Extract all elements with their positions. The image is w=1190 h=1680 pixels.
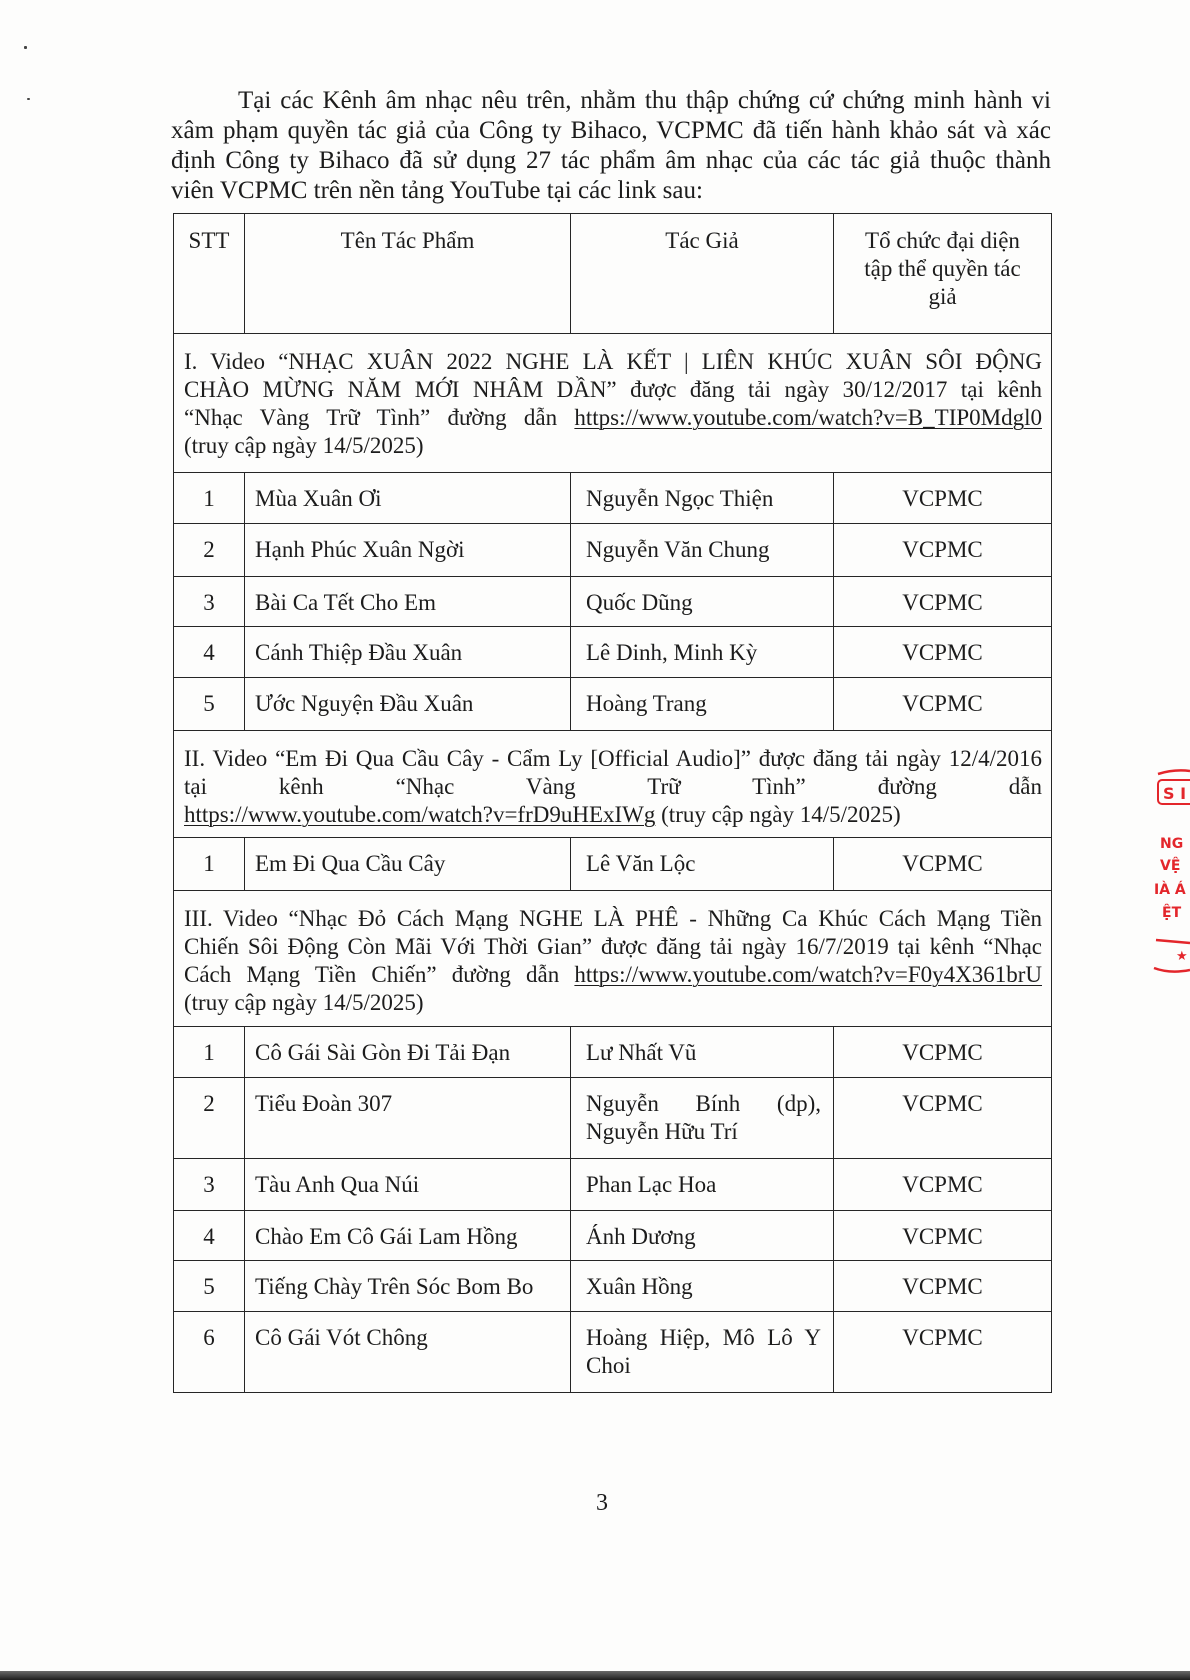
table-row bbox=[174, 1261, 1052, 1312]
section-heading-line: I. Video “NHẠC XUÂN 2022 NGHE LÀ KẾT | LIÊN KHÚC XUÂN SÔI ĐỘNG bbox=[184, 349, 1042, 374]
table-row bbox=[174, 627, 1052, 678]
org-cell: VCPMC bbox=[834, 1159, 1052, 1211]
section-heading-row bbox=[174, 891, 1052, 1027]
intro-line: xâm phạm quyền tác giả của Công ty Bihaco, VCPMC đã tiến hành khảo sát và xác bbox=[171, 117, 1051, 144]
org-cell: VCPMC bbox=[834, 577, 1052, 627]
section-heading-3 bbox=[174, 891, 1052, 1027]
stt-cell: 1 bbox=[174, 838, 245, 891]
org-cell: VCPMC bbox=[834, 473, 1052, 524]
title-cell: Bài Ca Tết Cho Em bbox=[245, 577, 571, 627]
table-row bbox=[174, 577, 1052, 627]
org-cell: VCPMC bbox=[834, 1261, 1052, 1312]
table-row bbox=[174, 1312, 1052, 1393]
org-cell: VCPMC bbox=[834, 678, 1052, 731]
author-cell: Phan Lạc Hoa bbox=[571, 1159, 834, 1211]
header-org: Tổ chức đại diện tập thể quyền tác giả bbox=[834, 214, 1052, 334]
stamp-ring-bottom bbox=[1154, 968, 1190, 972]
intro-line: viên VCPMC trên nền tảng YouTube tại các link sau: bbox=[171, 177, 703, 204]
section-heading-line bbox=[184, 404, 1042, 432]
header-title: Tên Tác Phẩm bbox=[245, 214, 571, 334]
stt-cell: 1 bbox=[174, 473, 245, 524]
org-cell: VCPMC bbox=[834, 1312, 1052, 1393]
section-heading-1 bbox=[174, 334, 1052, 473]
title-cell: Cô Gái Vót Chông bbox=[245, 1312, 571, 1393]
author-cell: Lư Nhất Vũ bbox=[571, 1027, 834, 1078]
stamp-text: IÀ Á bbox=[1154, 882, 1186, 898]
stt-cell: 4 bbox=[174, 627, 245, 678]
title-cell: Cánh Thiệp Đầu Xuân bbox=[245, 627, 571, 678]
scan-speck bbox=[27, 98, 30, 100]
org-cell: VCPMC bbox=[834, 1211, 1052, 1261]
table-row bbox=[174, 838, 1052, 891]
table-row bbox=[174, 473, 1052, 524]
table-row bbox=[174, 1211, 1052, 1261]
title-cell: Mùa Xuân Ơi bbox=[245, 473, 571, 524]
title-cell: Tàu Anh Qua Núi bbox=[245, 1159, 571, 1211]
section-heading-text: (truy cập ngày 14/5/2025) bbox=[655, 802, 901, 827]
section-heading-text: “Nhạc Vàng Trữ Tình” đường dẫn bbox=[184, 405, 575, 430]
works-table bbox=[173, 213, 1052, 1393]
section-heading-2 bbox=[174, 731, 1052, 838]
org-cell: VCPMC bbox=[834, 1078, 1052, 1159]
table-row bbox=[174, 1159, 1052, 1211]
author-cell: Hoàng Trang bbox=[571, 678, 834, 731]
stamp-star-icon: ★ bbox=[1176, 949, 1188, 964]
header-stt: STT bbox=[174, 214, 245, 334]
table-row bbox=[174, 1027, 1052, 1078]
stt-cell: 5 bbox=[174, 678, 245, 731]
section-heading-line: III. Video “Nhạc Đỏ Cách Mạng NGHE LÀ PHÊ - Những Ca Khúc Cách Mạng Tiền bbox=[184, 906, 1042, 931]
scan-edge bbox=[0, 1671, 1190, 1680]
stt-cell: 5 bbox=[174, 1261, 245, 1312]
title-cell: Cô Gái Sài Gòn Đi Tải Đạn bbox=[245, 1027, 571, 1078]
author-cell: Quốc Dũng bbox=[571, 577, 834, 627]
section-heading-line: (truy cập ngày 14/5/2025) bbox=[184, 433, 424, 458]
stt-cell: 4 bbox=[174, 1211, 245, 1261]
stamp-text: NG bbox=[1160, 836, 1184, 852]
author-cell: Lê Dinh, Minh Kỳ bbox=[571, 627, 834, 678]
stamp-ring-top bbox=[1158, 770, 1190, 774]
title-cell: Tiếng Chày Trên Sóc Bom Bo bbox=[245, 1261, 571, 1312]
section-heading-line: Chiến Sôi Động Còn Mãi Với Thời Gian” được đăng tải ngày 16/7/2019 tại kênh “Nhạc bbox=[184, 934, 1042, 959]
author-cell: Hoàng Hiệp, Mô Lô Y Choi bbox=[571, 1312, 834, 1393]
stamp-text: VỆ bbox=[1160, 858, 1181, 874]
table-header-row bbox=[174, 214, 1052, 334]
video-link: https://www.youtube.com/watch?v=F0y4X361brU bbox=[574, 962, 1042, 987]
org-cell: VCPMC bbox=[834, 838, 1052, 891]
author-cell: Ánh Dương bbox=[571, 1211, 834, 1261]
stt-cell: 2 bbox=[174, 1078, 245, 1159]
section-heading-row bbox=[174, 731, 1052, 838]
title-cell: Ước Nguyện Đầu Xuân bbox=[245, 678, 571, 731]
section-heading-line bbox=[184, 801, 1042, 829]
table-row bbox=[174, 524, 1052, 577]
stamp-divider-line bbox=[1156, 940, 1190, 943]
header-author: Tác Giả bbox=[571, 214, 834, 334]
section-heading-line: tại kênh “Nhạc Vàng Trữ Tình” đường dẫn bbox=[184, 774, 1042, 799]
section-heading-line bbox=[184, 961, 1042, 989]
table-row bbox=[174, 1078, 1052, 1159]
title-cell: Hạnh Phúc Xuân Ngời bbox=[245, 524, 571, 577]
title-cell: Chào Em Cô Gái Lam Hồng bbox=[245, 1211, 571, 1261]
video-link: https://www.youtube.com/watch?v=B_TIP0Mdgl0 bbox=[574, 405, 1042, 430]
org-cell: VCPMC bbox=[834, 524, 1052, 577]
red-stamp-fragment bbox=[1150, 765, 1190, 980]
scan-speck bbox=[24, 46, 27, 49]
stt-cell: 3 bbox=[174, 1159, 245, 1211]
author-cell: Nguyễn Văn Chung bbox=[571, 524, 834, 577]
stt-cell: 6 bbox=[174, 1312, 245, 1393]
intro-paragraph bbox=[171, 86, 1051, 206]
page-number: 3 bbox=[596, 1490, 608, 1516]
stamp-text: ỆT bbox=[1162, 905, 1182, 921]
author-cell: Lê Văn Lộc bbox=[571, 838, 834, 891]
section-heading-line: CHÀO MỪNG NĂM MỚI NHÂM DẦN” được đăng tải ngày 30/12/2017 tại kênh bbox=[184, 377, 1042, 402]
section-heading-line: II. Video “Em Đi Qua Cầu Cây - Cẩm Ly [Official Audio]” được đăng tải ngày 12/4/2016 bbox=[184, 746, 1042, 771]
org-cell: VCPMC bbox=[834, 627, 1052, 678]
table-row bbox=[174, 678, 1052, 731]
title-cell: Em Đi Qua Cầu Cây bbox=[245, 838, 571, 891]
intro-line: Tại các Kênh âm nhạc nêu trên, nhằm thu thập chứng cứ chứng minh hành vi bbox=[238, 87, 1051, 114]
stt-cell: 2 bbox=[174, 524, 245, 577]
title-cell: Tiểu Đoàn 307 bbox=[245, 1078, 571, 1159]
author-cell: Xuân Hồng bbox=[571, 1261, 834, 1312]
org-cell: VCPMC bbox=[834, 1027, 1052, 1078]
intro-line: định Công ty Bihaco đã sử dụng 27 tác phẩm âm nhạc của các tác giả thuộc thành bbox=[171, 147, 1051, 174]
author-cell: Nguyễn Ngọc Thiện bbox=[571, 473, 834, 524]
stt-cell: 3 bbox=[174, 577, 245, 627]
author-cell: Nguyễn Bính (dp), Nguyễn Hữu Trí bbox=[571, 1078, 834, 1159]
section-heading-text: Cách Mạng Tiền Chiến” đường dẫn bbox=[184, 962, 575, 987]
section-heading-line: (truy cập ngày 14/5/2025) bbox=[184, 990, 424, 1015]
video-link: https://www.youtube.com/watch?v=frD9uHExIWg bbox=[184, 802, 656, 827]
section-heading-row bbox=[174, 334, 1052, 473]
stamp-text: S I bbox=[1163, 784, 1187, 803]
stt-cell: 1 bbox=[174, 1027, 245, 1078]
